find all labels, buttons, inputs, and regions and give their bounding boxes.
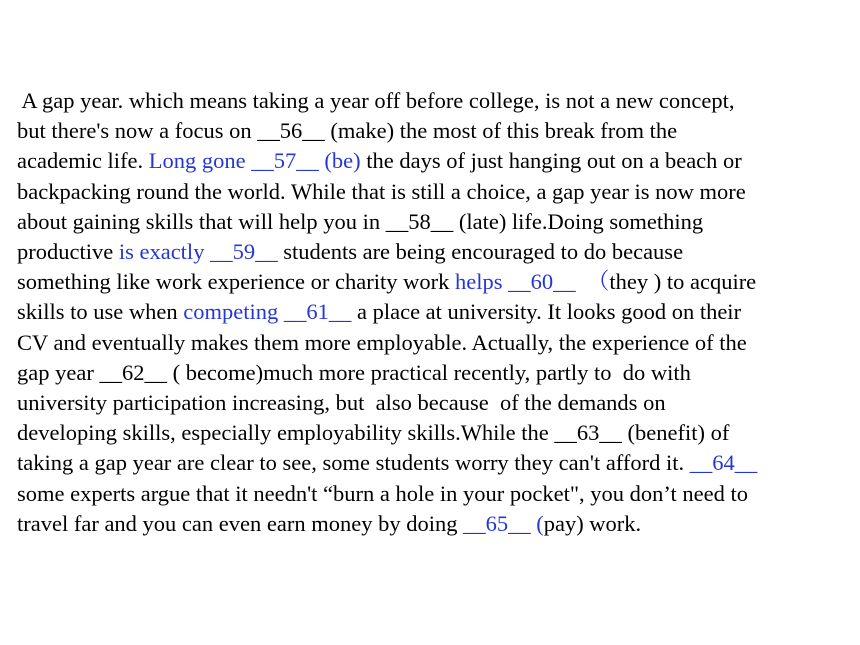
text-segment: taking a gap year are clear to see, some students worry they can't afford it. [17, 450, 690, 476]
highlighted-phrase: competing __61__ [183, 299, 352, 325]
passage-line [17, 237, 847, 267]
text-segment: university participation increasing, but also because of the demands on [17, 390, 666, 416]
passage-line [17, 388, 847, 418]
passage-line [17, 207, 847, 237]
text-segment: CV and eventually makes them more employable. Actually, the experience of the [17, 329, 747, 355]
text-segment: about gaining skills that will help you in __58__ (late) life.Doing something [17, 208, 704, 234]
text-segment: they ) to acquire [609, 269, 757, 295]
passage-line [17, 479, 847, 509]
passage-line [17, 418, 847, 448]
passage-line [17, 267, 847, 297]
passage-line [17, 509, 847, 539]
passage-line [17, 86, 847, 116]
text-segment: backpacking round the world. While that is still a choice, a gap year is now more [17, 178, 746, 204]
text-segment: students are being encouraged to do because [277, 239, 684, 265]
passage-line [17, 116, 847, 146]
text-segment: developing skills, especially employability skills.While the __63__ (benefit) of [17, 420, 730, 446]
passage-line [17, 146, 847, 176]
text-segment: the days of just hanging out on a beach or [360, 148, 742, 174]
highlighted-phrase: __64__ [689, 450, 758, 476]
text-segment: something like work experience or charity work [17, 269, 455, 295]
passage-line [17, 177, 847, 207]
text-segment: a place at university. It looks good on their [351, 299, 742, 325]
text-segment: some experts argue that it needn't “burn a hole in your pocket", you don’t need to [17, 480, 748, 506]
passage-line [17, 328, 847, 358]
passage-line [17, 297, 847, 327]
text-segment: productive [17, 239, 119, 265]
text-segment: travel far and you can even earn money by doing [17, 510, 464, 536]
text-segment: gap year __62__ ( become)much more practical recently, partly to do with [17, 359, 691, 385]
highlighted-phrase: helps __60__ （ [454, 269, 610, 295]
highlighted-phrase: Long gone __57__ (be) [148, 148, 361, 174]
passage-line [17, 358, 847, 388]
passage-text [17, 86, 847, 539]
highlighted-phrase: is exactly __59__ [118, 239, 278, 265]
text-segment: pay) work. [543, 510, 642, 536]
text-segment: academic life. [17, 148, 149, 174]
text-segment: A gap year. which means taking a year off before college, is not a new concept, [17, 88, 735, 113]
text-segment: skills to use when [17, 299, 184, 325]
highlighted-phrase: __65__ ( [463, 510, 544, 536]
text-segment: but there's now a focus on __56__ (make) the most of this break from the [17, 118, 678, 144]
passage-line [17, 448, 847, 478]
